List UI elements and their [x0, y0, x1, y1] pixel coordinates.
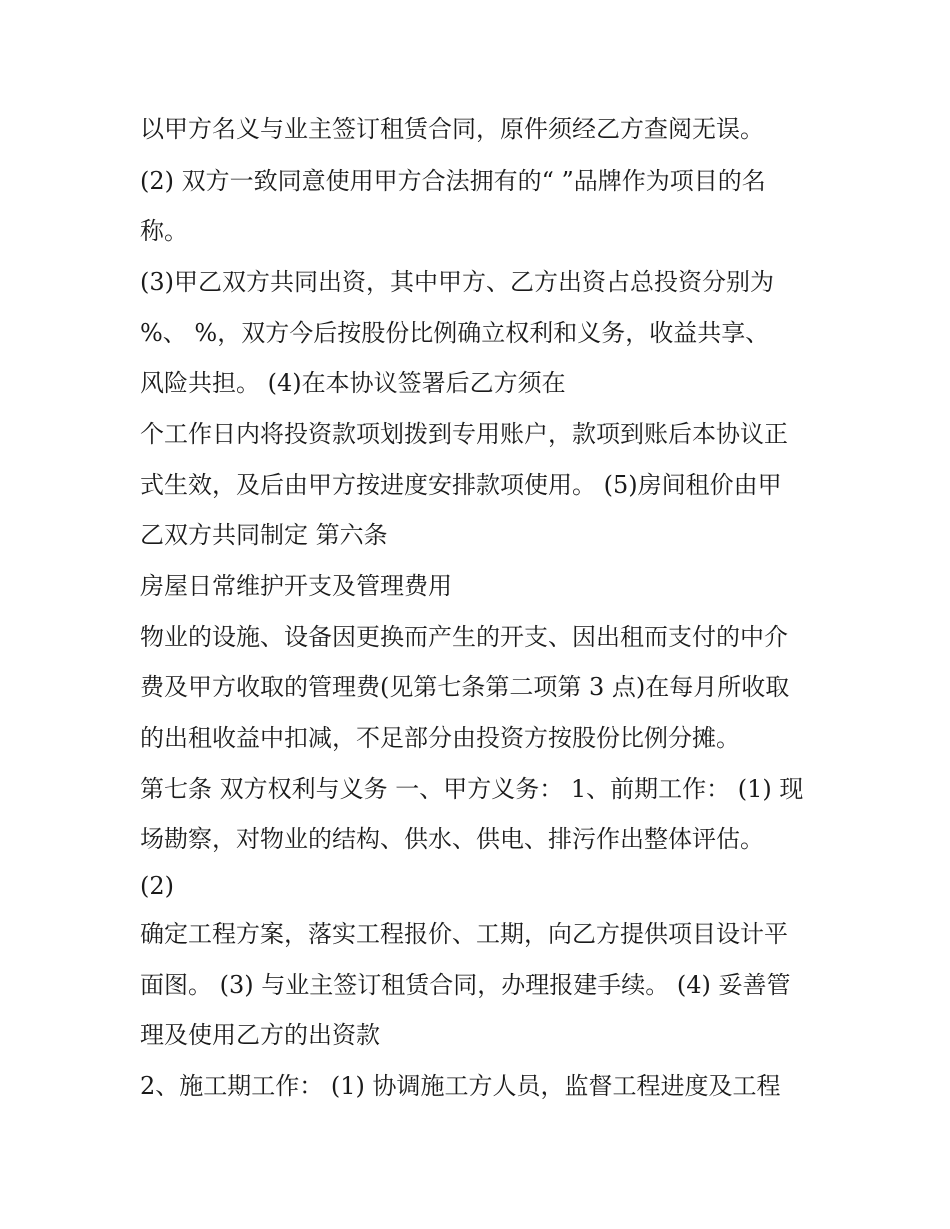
- text-line: 费及甲方收取的管理费(见第七条第二项第 3 点)在每月所收取: [140, 673, 790, 701]
- text-line: 个工作日内将投资款项划拨到专用账户，款项到账后本协议正: [140, 420, 788, 448]
- text-line: 乙双方共同制定 第六条: [140, 521, 388, 549]
- text-line: 2、施工期工作： (1) 协调施工方人员，监督工程进度及工程: [140, 1072, 781, 1100]
- text-line: (2): [140, 872, 174, 900]
- text-line: (3)甲乙双方共同出资，其中甲方、乙方出资占总投资分别为: [140, 268, 774, 296]
- text-line: 面图。 (3) 与业主签订租赁合同，办理报建手续。 (4) 妥善管: [140, 971, 791, 999]
- text-line: 的出租收益中扣减，不足部分由投资方按股份比例分摊。: [140, 724, 740, 752]
- text-line: %、 %，双方今后按股份比例确立权利和义务，收益共享、: [140, 319, 770, 347]
- text-line: (2) 双方一致同意使用甲方合法拥有的“ ”品牌作为项目的名: [140, 167, 766, 195]
- text-line: 房屋日常维护开支及管理费用: [140, 572, 452, 600]
- text-line: 式生效，及后由甲方按进度安排款项使用。 (5)房间租价由甲: [140, 471, 782, 499]
- text-line: 以甲方名义与业主签订租赁合同，原件须经乙方查阅无误。: [140, 115, 764, 143]
- text-line: 理及使用乙方的出资款: [140, 1021, 380, 1049]
- text-line: 确定工程方案，落实工程报价、工期，向乙方提供项目设计平: [140, 920, 788, 948]
- text-line: 第七条 双方权利与义务 一、甲方义务： 1、前期工作： (1) 现: [140, 775, 804, 803]
- text-line: 称。: [140, 217, 188, 245]
- text-line: 物业的设施、设备因更换而产生的开支、因出租而支付的中介: [140, 623, 788, 651]
- text-line: 场勘察，对物业的结构、供水、供电、排污作出整体评估。: [140, 825, 764, 853]
- text-line: 风险共担。 (4)在本协议签署后乙方须在: [140, 369, 566, 397]
